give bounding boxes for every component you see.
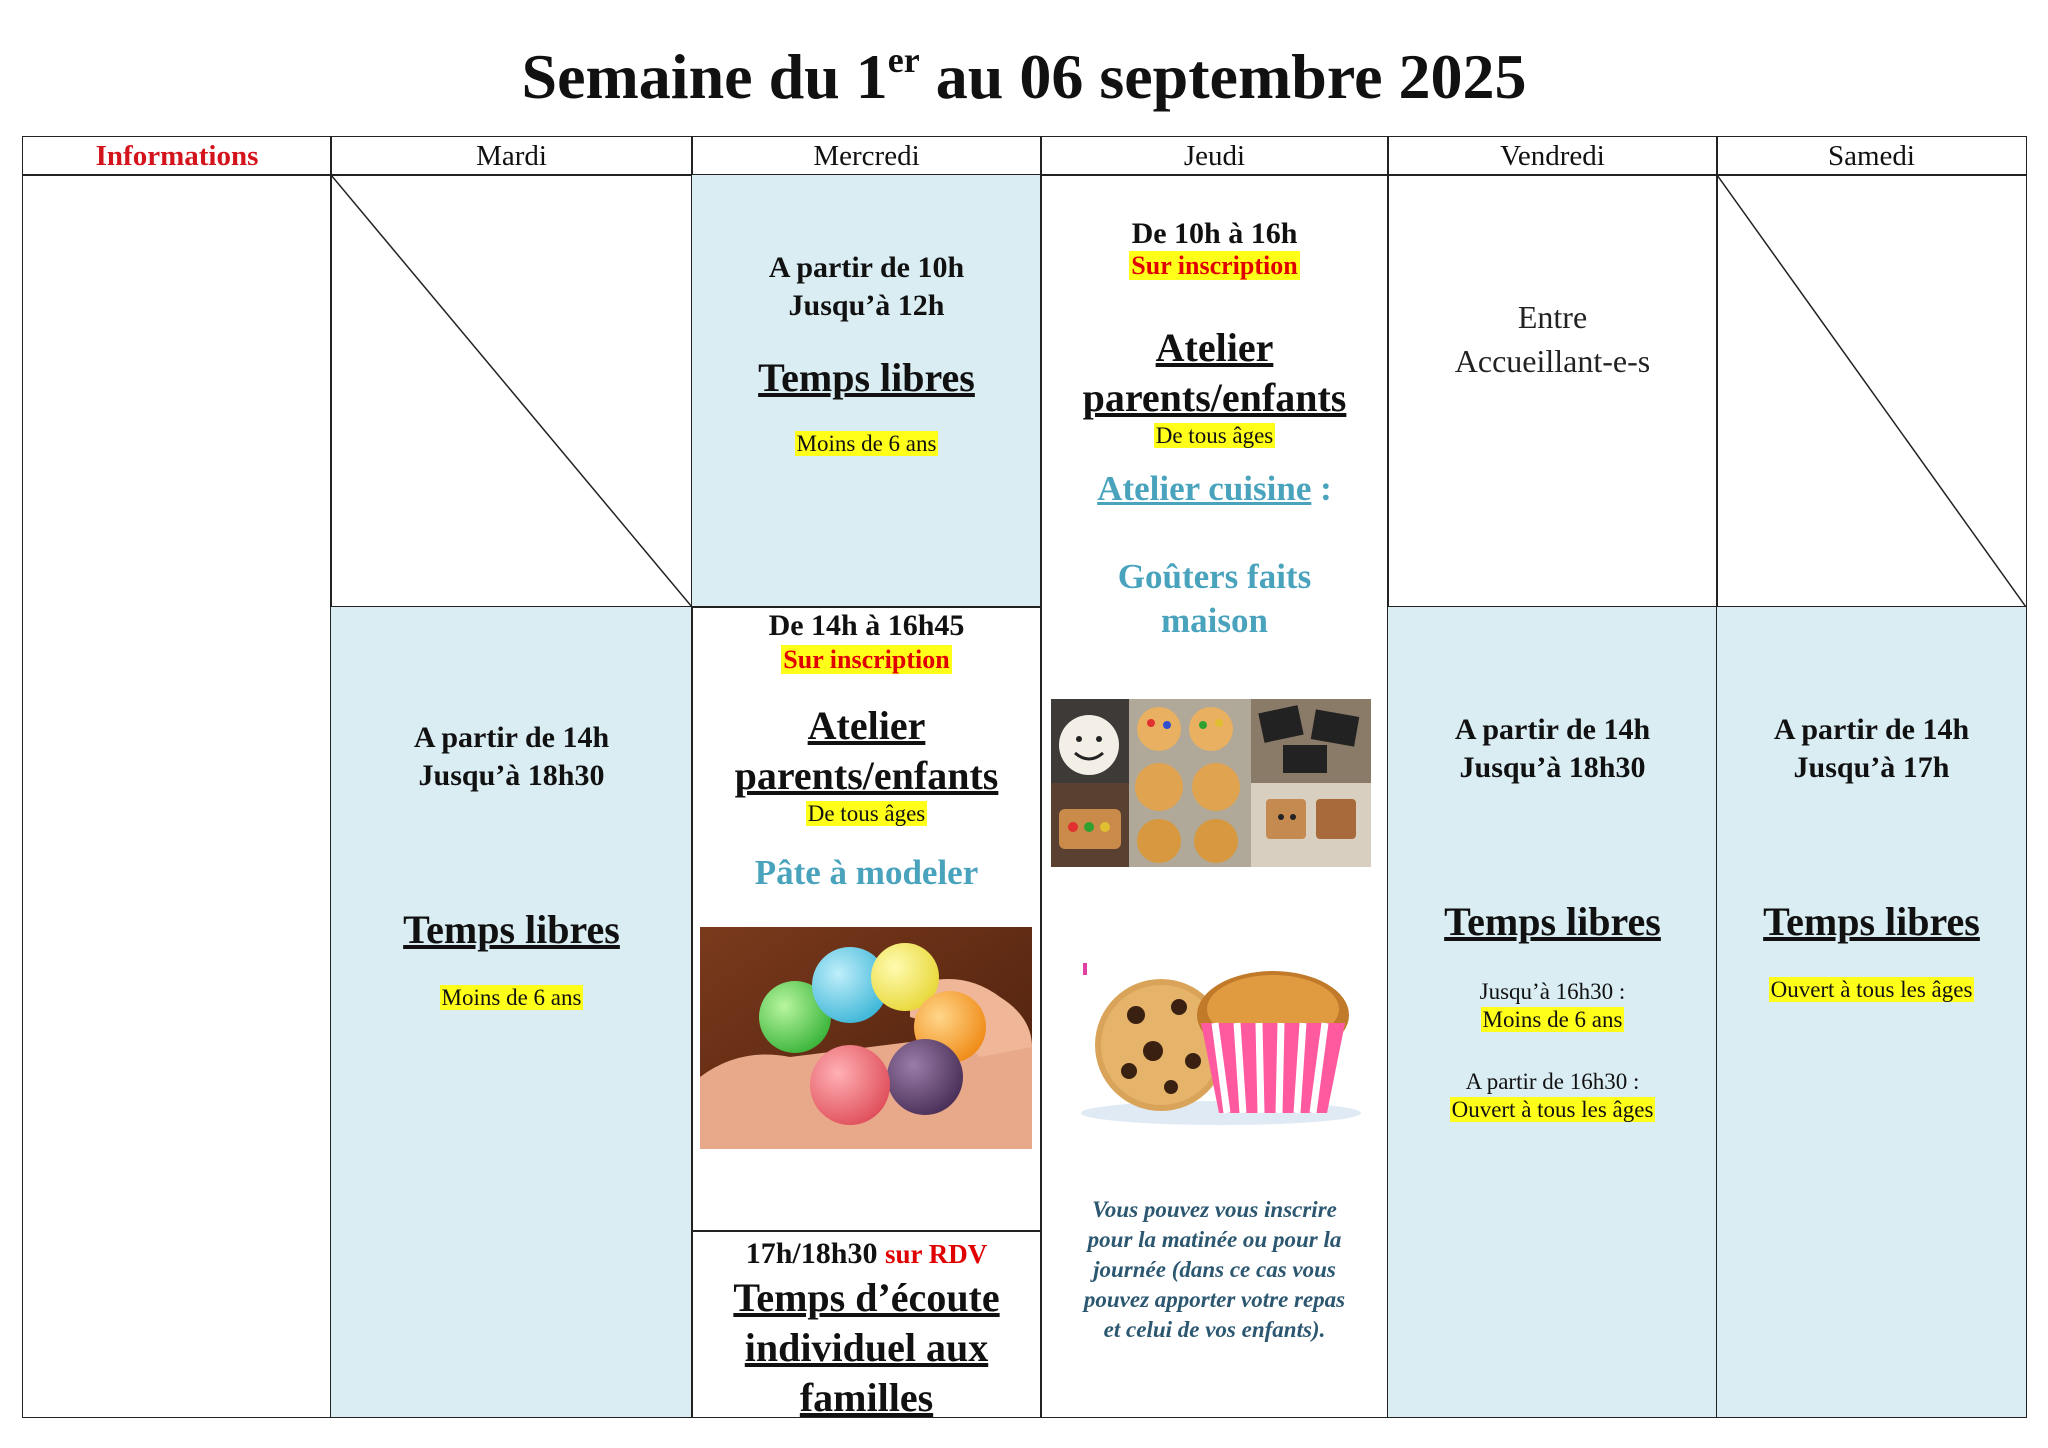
mercredi-evening — [691, 1230, 1042, 1418]
mardi-start-time: A partir de 14h — [413, 721, 610, 754]
mercredi-pm-activity-2: parents/enfants — [734, 753, 999, 798]
diagonal-cross-line — [1717, 175, 2026, 607]
samedi-morning-empty — [1716, 174, 2027, 608]
mercredi-age-badge: Moins de 6 ans — [796, 431, 937, 456]
mercredi-evening-line-1: Temps d’écoute — [733, 1275, 1000, 1320]
header-mardi: Mardi — [330, 136, 693, 176]
jeudi-workshop-colon: : — [1311, 469, 1332, 508]
jeudi-workshop: Atelier cuisine — [1097, 469, 1312, 508]
vendredi-start-time: A partir de 14h — [1454, 713, 1651, 746]
mercredi-activity: Temps libres — [758, 355, 975, 400]
jeudi-activity-2: parents/enfants — [1082, 375, 1347, 420]
mardi-morning-empty — [330, 174, 693, 608]
mardi-age-badge: Moins de 6 ans — [441, 985, 582, 1010]
informations-cell — [22, 174, 332, 1418]
mercredi-start-time: A partir de 10h — [768, 251, 965, 284]
mercredi-pm-hours: De 14h à 16h45 — [768, 609, 965, 642]
samedi-afternoon — [1716, 606, 2027, 1418]
mercredi-pm-theme: Pâte à modeler — [754, 853, 979, 892]
samedi-age-badge: Ouvert à tous les âges — [1770, 977, 1973, 1002]
mercredi-pm-age-badge: De tous âges — [807, 801, 926, 826]
mercredi-morning — [691, 174, 1042, 608]
header-vendredi: Vendredi — [1387, 136, 1718, 176]
vendredi-end-time: Jusqu’à 18h30 — [1459, 751, 1646, 784]
jeudi-theme-2: maison — [1161, 601, 1268, 640]
mercredi-evening-hours: 17h/18h30 — [745, 1237, 878, 1270]
mercredi-registration-badge: Sur inscription — [783, 645, 950, 674]
header-samedi: Samedi — [1716, 136, 2027, 176]
jeudi-note-4: pouvez apporter votre repas — [1083, 1287, 1346, 1312]
vendredi-sub2-age-badge: Ouvert à tous les âges — [1451, 1097, 1654, 1122]
mercredi-evening-rdv: sur RDV — [884, 1239, 988, 1269]
samedi-end-time: Jusqu’à 17h — [1793, 751, 1950, 784]
play-dough-photo — [700, 927, 1032, 1149]
mardi-end-time: Jusqu’à 18h30 — [418, 759, 605, 792]
header-mercredi: Mercredi — [691, 136, 1042, 176]
jeudi-age-badge: De tous âges — [1155, 423, 1274, 448]
jeudi-hours: De 10h à 16h — [1131, 217, 1298, 250]
jeudi-activity-1: Atelier — [1155, 325, 1274, 370]
jeudi-theme-1: Goûters faits — [1117, 557, 1312, 596]
mardi-afternoon — [330, 606, 693, 1418]
vendredi-sub1-label: Jusqu’à 16h30 : — [1479, 979, 1626, 1004]
samedi-activity: Temps libres — [1763, 899, 1980, 944]
vendredi-activity: Temps libres — [1444, 899, 1661, 944]
header-jeudi: Jeudi — [1040, 136, 1389, 176]
diagonal-cross-line — [331, 175, 692, 607]
jeudi-note-1: Vous pouvez vous inscrire — [1092, 1197, 1337, 1222]
vendredi-morning-line-1: Entre — [1517, 299, 1588, 335]
vendredi-afternoon — [1387, 606, 1718, 1418]
jeudi-note-3: journée (dans ce cas vous — [1093, 1257, 1336, 1282]
jeudi-note-2: pour la matinée ou pour la — [1087, 1227, 1342, 1252]
jeudi-note-5: et celui de vos enfants). — [1103, 1317, 1326, 1342]
mercredi-afternoon — [691, 606, 1042, 1232]
mercredi-end-time: Jusqu’à 12h — [788, 289, 945, 322]
cookie-cupcake-photo — [1081, 953, 1361, 1127]
mercredi-evening-line-3: familles — [799, 1375, 934, 1420]
cookies-collage-photo — [1051, 699, 1371, 867]
mercredi-pm-activity-1: Atelier — [807, 703, 926, 748]
vendredi-sub2-label: A partir de 16h30 : — [1465, 1069, 1640, 1094]
vendredi-morning-line-2: Accueillant-e-s — [1454, 343, 1651, 379]
vendredi-sub1-age-badge: Moins de 6 ans — [1482, 1007, 1623, 1032]
vendredi-morning — [1387, 174, 1718, 608]
samedi-start-time: A partir de 14h — [1773, 713, 1970, 746]
header-informations: Informations — [22, 136, 332, 176]
jeudi-registration-badge: Sur inscription — [1131, 251, 1298, 280]
mercredi-evening-line-2: individuel aux — [744, 1325, 989, 1370]
jeudi-day — [1040, 174, 1389, 1418]
page-title: Semaine du 1er au 06 septembre 2025 — [521, 40, 1527, 112]
mardi-activity: Temps libres — [403, 907, 620, 952]
